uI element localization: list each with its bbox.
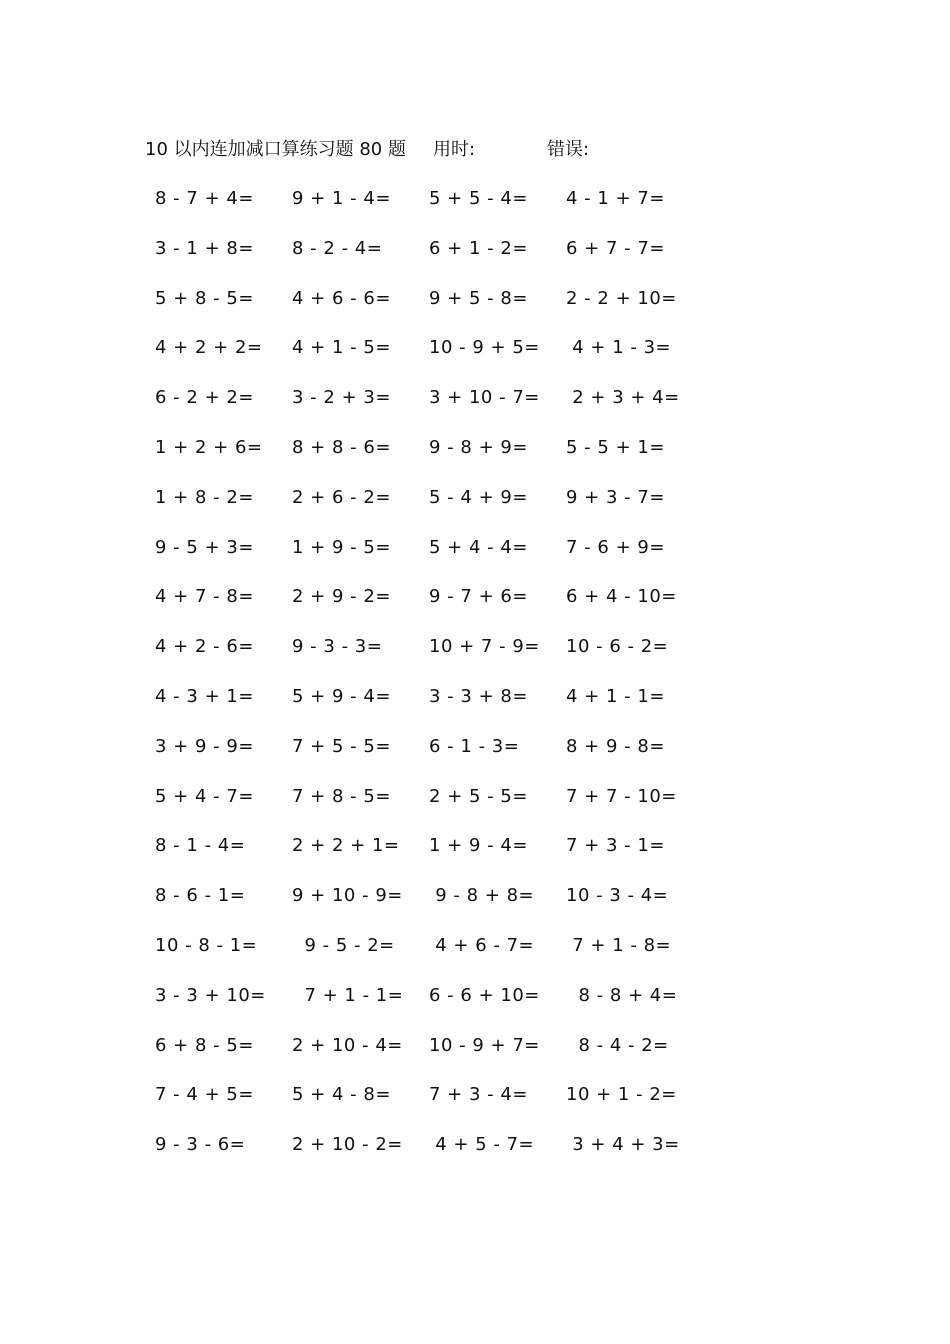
problem-item: 2 + 10 - 2= — [292, 1134, 403, 1156]
problem-item: 4 + 7 - 8= — [155, 586, 254, 608]
problem-item: 9 - 5 + 3= — [155, 536, 254, 558]
problem-item: 1 + 9 - 4= — [429, 835, 528, 857]
problem-item: 7 + 8 - 5= — [292, 785, 391, 807]
problem-item: 7 + 7 - 10= — [566, 785, 677, 807]
problem-item: 9 + 5 - 8= — [429, 287, 528, 309]
time-used-label: 用时: — [433, 139, 476, 160]
problem-item: 3 + 9 - 9= — [155, 735, 254, 757]
problem-item: 10 - 8 - 1= — [155, 934, 258, 956]
problem-row — [145, 731, 705, 781]
problem-item: 8 - 7 + 4= — [155, 188, 254, 209]
problem-item: 8 + 8 - 6= — [292, 436, 391, 458]
problem-item: 3 + 4 + 3= — [566, 1134, 680, 1156]
problem-item: 4 + 1 - 3= — [566, 337, 672, 359]
problem-item: 10 + 7 - 9= — [429, 636, 540, 658]
problem-grid — [145, 183, 705, 1179]
problem-item: 9 + 3 - 7= — [566, 486, 665, 508]
problem-item: 6 + 8 - 5= — [155, 1034, 254, 1056]
problem-item: 9 - 7 + 6= — [429, 586, 528, 608]
problem-item: 7 + 3 - 1= — [566, 835, 665, 857]
problem-item: 1 + 2 + 6= — [155, 436, 263, 458]
problem-item: 4 + 1 - 1= — [566, 685, 665, 707]
problem-item: 4 + 2 + 2= — [155, 337, 263, 359]
problem-row — [145, 930, 705, 980]
problem-row — [145, 581, 705, 631]
problem-item: 6 - 6 + 10= — [429, 984, 540, 1006]
problem-row — [145, 980, 705, 1030]
problem-item: 6 + 7 - 7= — [566, 237, 665, 259]
problem-item: 8 - 2 - 4= — [292, 237, 383, 259]
problem-item: 1 + 8 - 2= — [155, 486, 254, 508]
problem-row — [145, 183, 705, 233]
problem-row — [145, 1030, 705, 1080]
problem-row — [145, 781, 705, 831]
problem-row — [145, 1079, 705, 1129]
problem-item: 2 + 6 - 2= — [292, 486, 391, 508]
problem-row — [145, 382, 705, 432]
problem-item: 3 - 3 + 8= — [429, 685, 528, 707]
problem-row — [145, 532, 705, 582]
problem-item: 5 - 5 + 1= — [566, 436, 665, 458]
problem-item: 7 + 1 - 1= — [292, 984, 404, 1006]
problem-item: 2 + 5 - 5= — [429, 785, 528, 807]
problem-row — [145, 332, 705, 382]
problem-row — [145, 631, 705, 681]
problem-item: 5 - 4 + 9= — [429, 486, 528, 508]
problem-item: 9 - 3 - 3= — [292, 636, 383, 658]
problem-row — [145, 283, 705, 333]
problem-item: 5 + 9 - 4= — [292, 685, 391, 707]
problem-item: 2 + 10 - 4= — [292, 1034, 403, 1056]
problem-item: 9 - 8 + 9= — [429, 436, 528, 458]
problem-item: 7 + 5 - 5= — [292, 735, 391, 757]
problem-item: 8 - 1 - 4= — [155, 835, 246, 857]
problem-item: 3 + 10 - 7= — [429, 387, 540, 409]
problem-item: 8 - 8 + 4= — [566, 984, 678, 1006]
problem-item: 3 - 2 + 3= — [292, 387, 391, 409]
problem-item: 9 - 5 - 2= — [292, 934, 395, 956]
problem-item: 6 - 1 - 3= — [429, 735, 520, 757]
problem-row — [145, 830, 705, 880]
errors-label: 错误: — [547, 139, 590, 160]
problem-item: 2 + 3 + 4= — [566, 387, 680, 409]
problem-item: 4 + 2 - 6= — [155, 636, 254, 658]
problem-row — [145, 432, 705, 482]
problem-item: 9 - 3 - 6= — [155, 1134, 246, 1156]
problem-item: 2 + 2 + 1= — [292, 835, 400, 857]
problem-item: 10 - 9 + 7= — [429, 1034, 540, 1056]
problem-row — [145, 233, 705, 283]
problem-item: 6 + 4 - 10= — [566, 586, 677, 608]
problem-item: 4 - 3 + 1= — [155, 685, 254, 707]
problem-item: 7 - 4 + 5= — [155, 1084, 254, 1106]
worksheet-title: 10 以内连加减口算练习题 80 题 — [145, 139, 406, 160]
problem-item: 6 + 1 - 2= — [429, 237, 528, 259]
problem-item: 9 + 1 - 4= — [292, 188, 391, 209]
problem-item: 10 - 9 + 5= — [429, 337, 540, 359]
problem-item: 7 - 6 + 9= — [566, 536, 665, 558]
problem-item: 10 + 1 - 2= — [566, 1084, 677, 1106]
problem-item: 6 - 2 + 2= — [155, 387, 254, 409]
problem-item: 10 - 3 - 4= — [566, 885, 669, 907]
problem-item: 1 + 9 - 5= — [292, 536, 391, 558]
problem-item: 8 + 9 - 8= — [566, 735, 665, 757]
problem-row — [145, 1129, 705, 1179]
problem-item: 2 - 2 + 10= — [566, 287, 677, 309]
problem-item: 3 - 1 + 8= — [155, 237, 254, 259]
problem-item: 5 + 4 - 8= — [292, 1084, 391, 1106]
problem-row — [145, 681, 705, 731]
problem-item: 4 + 5 - 7= — [429, 1134, 535, 1156]
problem-item: 9 - 8 + 8= — [429, 885, 535, 907]
problem-item: 4 + 6 - 7= — [429, 934, 535, 956]
problem-item: 8 - 4 - 2= — [566, 1034, 669, 1056]
problem-item: 7 + 3 - 4= — [429, 1084, 528, 1106]
problem-row — [145, 880, 705, 930]
problem-item: 8 - 6 - 1= — [155, 885, 246, 907]
problem-item: 9 + 10 - 9= — [292, 885, 403, 907]
problem-item: 3 - 3 + 10= — [155, 984, 266, 1006]
problem-item: 7 + 1 - 8= — [566, 934, 672, 956]
problem-item: 2 + 9 - 2= — [292, 586, 391, 608]
problem-item: 5 + 4 - 7= — [155, 785, 254, 807]
problem-item: 4 + 1 - 5= — [292, 337, 391, 359]
problem-item: 5 + 8 - 5= — [155, 287, 254, 309]
problem-item: 5 + 5 - 4= — [429, 188, 528, 209]
problem-item: 5 + 4 - 4= — [429, 536, 528, 558]
problem-item: 4 + 6 - 6= — [292, 287, 391, 309]
problem-item: 10 - 6 - 2= — [566, 636, 669, 658]
problem-item: 4 - 1 + 7= — [566, 188, 665, 209]
problem-row — [145, 482, 705, 532]
